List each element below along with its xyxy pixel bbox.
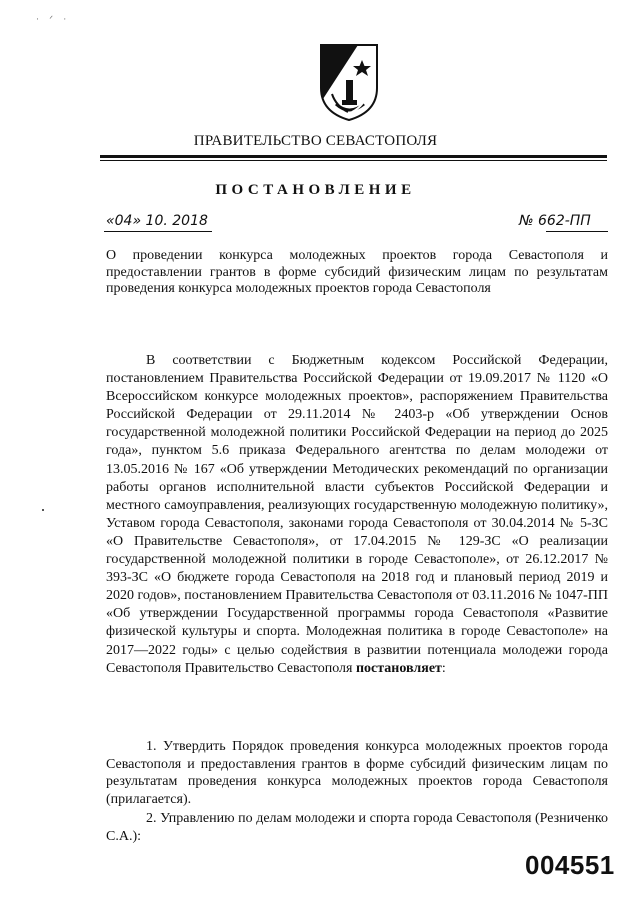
document-number: № 662-ПП (519, 213, 591, 229)
preamble-paragraph (106, 352, 608, 678)
sevastopol-coat-of-arms-icon (318, 42, 380, 122)
resolution-item-1: 1. Утвердить Порядок проведения конкурса молодежных проектов города Севастополя и предоставления грантов в форме субсидий физическим лицам по результатам проведения конкурса молодежных проектов города Севастополя (прилагается). (106, 739, 608, 807)
date-underline (104, 231, 212, 232)
scan-artifact: · ᐟ · (36, 14, 71, 24)
preamble-end: : (441, 660, 446, 676)
government-title: ПРАВИТЕЛЬСТВО СЕВАСТОПОЛЯ (193, 133, 438, 149)
resolution-item-2: 2. Управлению по делам молодежи и спорта города Севастополя (Резниченко С.А.): (106, 811, 608, 844)
header-rule-thick (100, 155, 607, 158)
document-type: ПОСТАНОВЛЕНИЕ (215, 182, 416, 198)
preamble-text: В соответствии с Бюджетным кодексом Российской Федерации, постановлением Правительства Российской Федерации от 19.09.2017 № 1120 «О Всероссийском конкурсе молодежных проектов», распоряжением Правительства Российской Федерации от 29.11.2014 № 2403-р «Об утверждении Основ государственной молодежной политики Российской Федерации на период до 2025 года», пунктом 5.6 приказа Федерального агентства по делам молодежи от 13.05.2016 № 167 «Об утверждении Методических рекомендаций по организации работы органов исполнительной власти субъектов Российской Федерации и местного самоуправления, реализующих государственную молодежную политику», Уставом города Севастополя, законами города Севастополя от 30.04.2014 № 5-ЗС «О Правительстве Севастополя», от 17.04.2015 № 129-ЗС «О реализации государственной молодежной политики в городе Севастополе», от 26.12.2017 № 393-ЗС «О бюджете города Севастополя на 2018 год и плановый период 2019 и 2020 годов», постановлением Правительства Севастополя от 03.11.2016 № 1047-ПП «Об утверждении Государственной программы города Севастополя «Развитие физической культуры и спорта. Молодежная политика в городе Севастополе» на 2017—2022 годы» с целью содействия в развитии потенциала молодежи города Севастополя Правительство Севастополя (106, 353, 608, 676)
header-rule-thin (100, 160, 607, 161)
decree-word: постановляет (355, 660, 442, 676)
document-date: «04» 10. 2018 (106, 213, 208, 229)
serial-number: 004551 (525, 850, 615, 880)
document-subject: О проведении конкурса молодежных проектов города Севастополя и предоставлении грантов в форме субсидий физическим лицам по результатам проведения конкурса молодежных проектов города Севастополя (106, 248, 608, 297)
number-underline (546, 231, 608, 232)
scan-dot (42, 509, 44, 511)
